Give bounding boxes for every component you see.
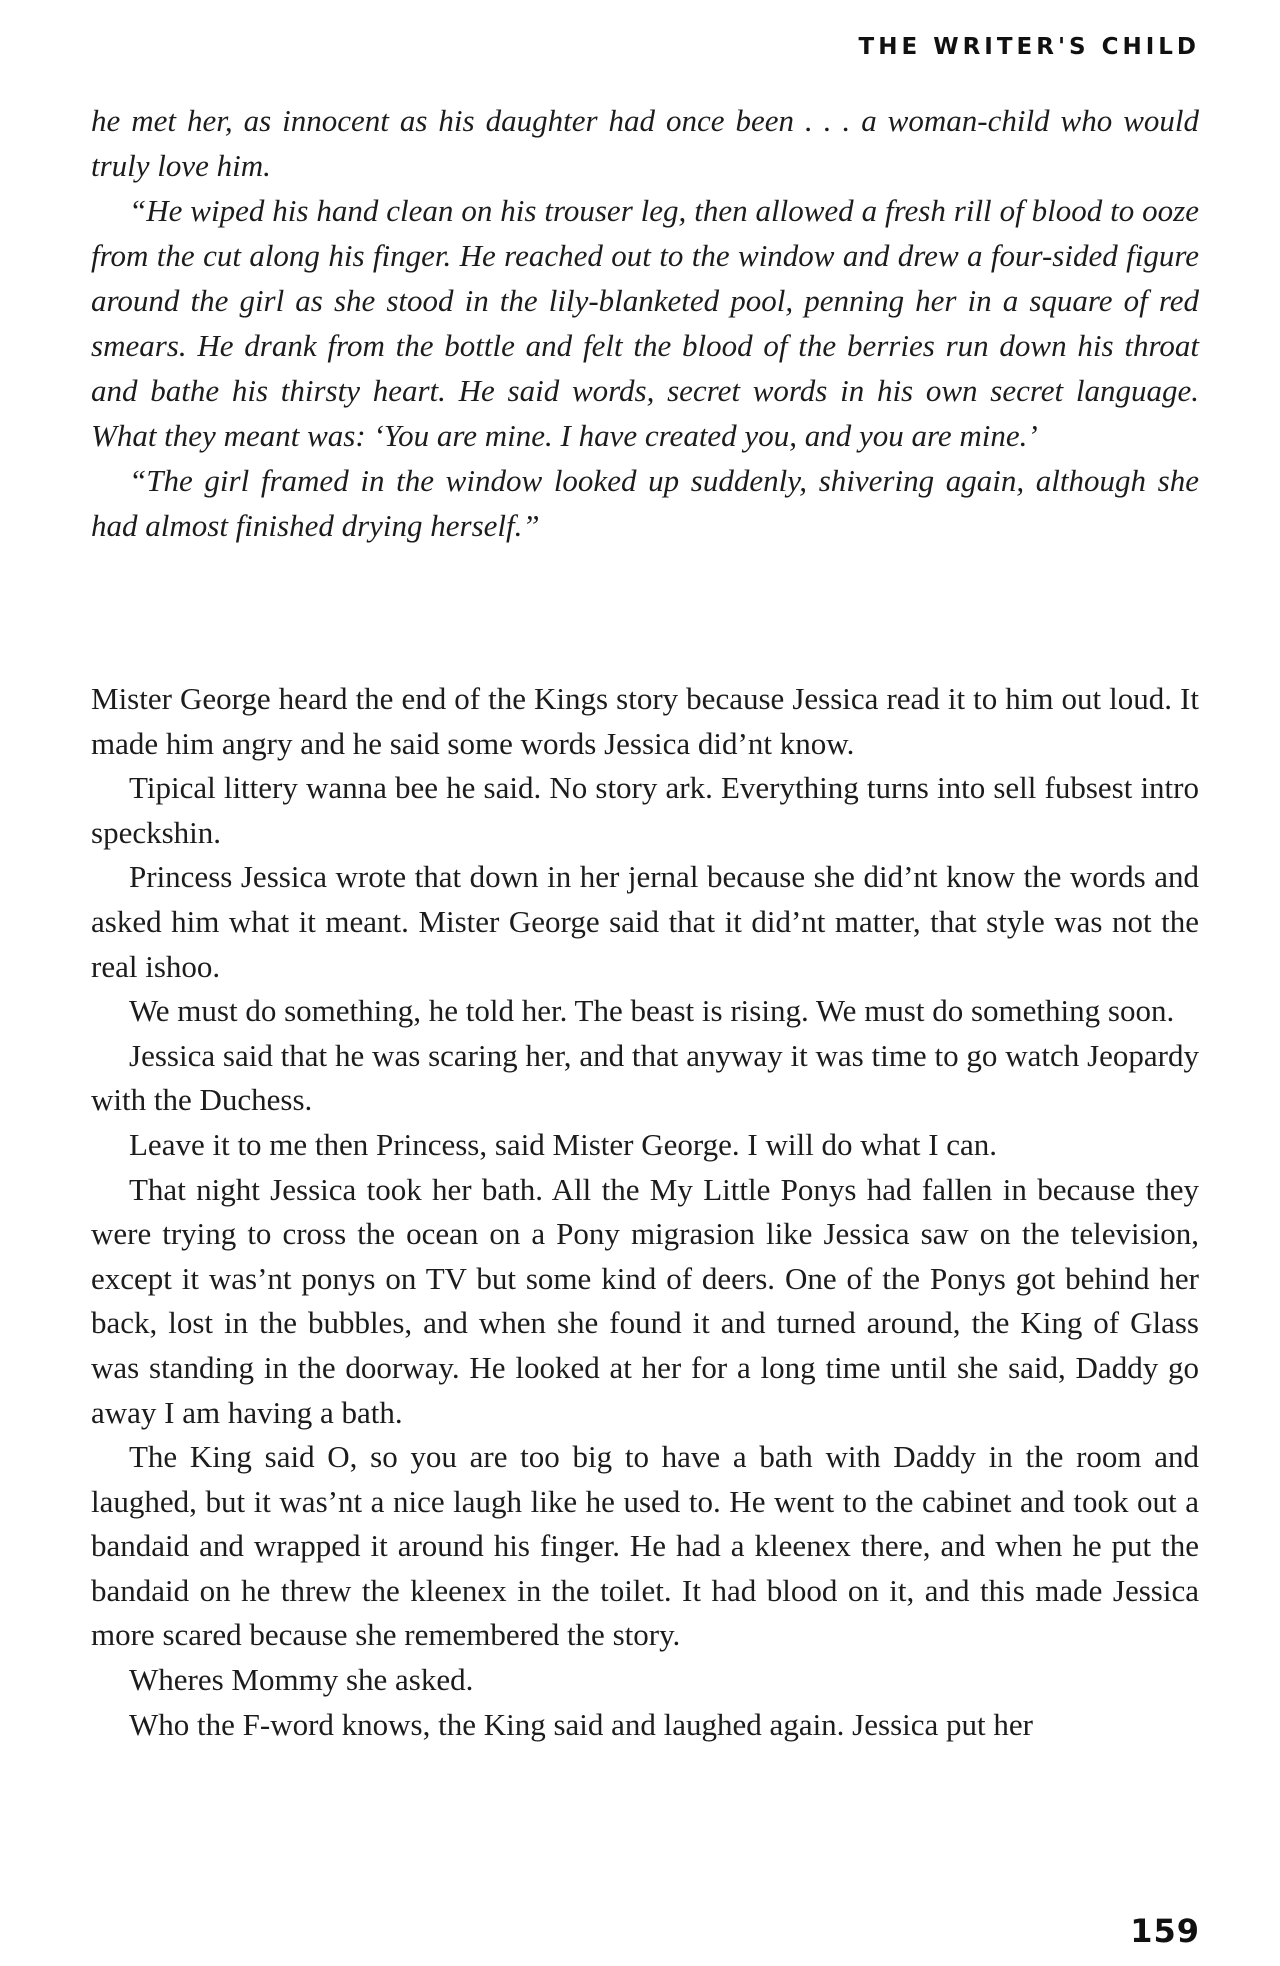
story-excerpt	[91, 98, 1199, 548]
excerpt-paragraph-1: he met her, as innocent as his daughter had once been . . . a woman-child who would truly love him.	[91, 103, 1199, 183]
body-paragraph-10: Who the F-word knows, the King said and laughed again. Jessica put her	[129, 1706, 1033, 1742]
body-paragraph-1: Mister George heard the end of the Kings story because Jessica read it to him out loud. It made him angry and he said some words Jessica did’nt know.	[91, 681, 1199, 761]
body-paragraph-6: Leave it to me then Princess, said Mister George. I will do what I can.	[129, 1126, 998, 1162]
body-paragraph-4: We must do something, he told her. The beast is rising. We must do something soon.	[129, 993, 1175, 1029]
body-paragraph-3: Princess Jessica wrote that down in her jernal because she did’nt know the words and asked him what it meant. Mister George said that it did’nt matter, that style was not the real ishoo.	[91, 859, 1199, 984]
body-paragraph-9: Wheres Mommy she asked.	[129, 1662, 474, 1698]
body-paragraph-7: That night Jessica took her bath. All the My Little Ponys had fallen in because they were trying to cross the ocean on a Pony migrasion like Jessica saw on the television, except it was’nt ponys on TV but some kind of deers. One of the Ponys got behind her back, lost in the bubbles, and when she found it and turned around, the King of Glass was standing in the doorway. He looked at her for a long time until she said, Daddy go away I am having a bath.	[91, 1171, 1199, 1430]
excerpt-paragraph-3: “The girl framed in the window looked up suddenly, shivering again, although she had almost finished drying herself.”	[91, 463, 1199, 543]
page-number: 159	[1130, 1912, 1200, 1950]
running-head: THE WRITER'S CHILD	[858, 34, 1200, 60]
body-paragraph-8: The King said O, so you are too big to have a bath with Daddy in the room and laughed, but it was’nt a nice laugh like he used to. He went to the cabinet and took out a bandaid and wrapped it around his finger. He had a kleenex there, and when he put the bandaid on he threw the kleenex in the toilet. It had blood on it, and this made Jessica more scared because she remembered the story.	[91, 1439, 1199, 1653]
excerpt-paragraph-2: “He wiped his hand clean on his trouser leg, then allowed a fresh rill of blood to ooze from the cut along his finger. He reached out to the window and drew a four-sided figure around the girl as she stood in the lily-blanketed pool, penning her in a square of red smears. He drank from the bottle and felt the blood of the berries run down his throat and bathe his thirsty heart. He said words, secret words in his own secret language. What they meant was: ‘You are mine. I have created you, and you are mine.’	[91, 193, 1199, 453]
body-paragraph-2: Tipical littery wanna bee he said. No story ark. Everything turns into sell fubsest intro speckshin.	[91, 770, 1199, 850]
main-text	[91, 677, 1199, 1747]
body-paragraph-5: Jessica said that he was scaring her, and that anyway it was time to go watch Jeopardy with the Duchess.	[91, 1037, 1199, 1118]
